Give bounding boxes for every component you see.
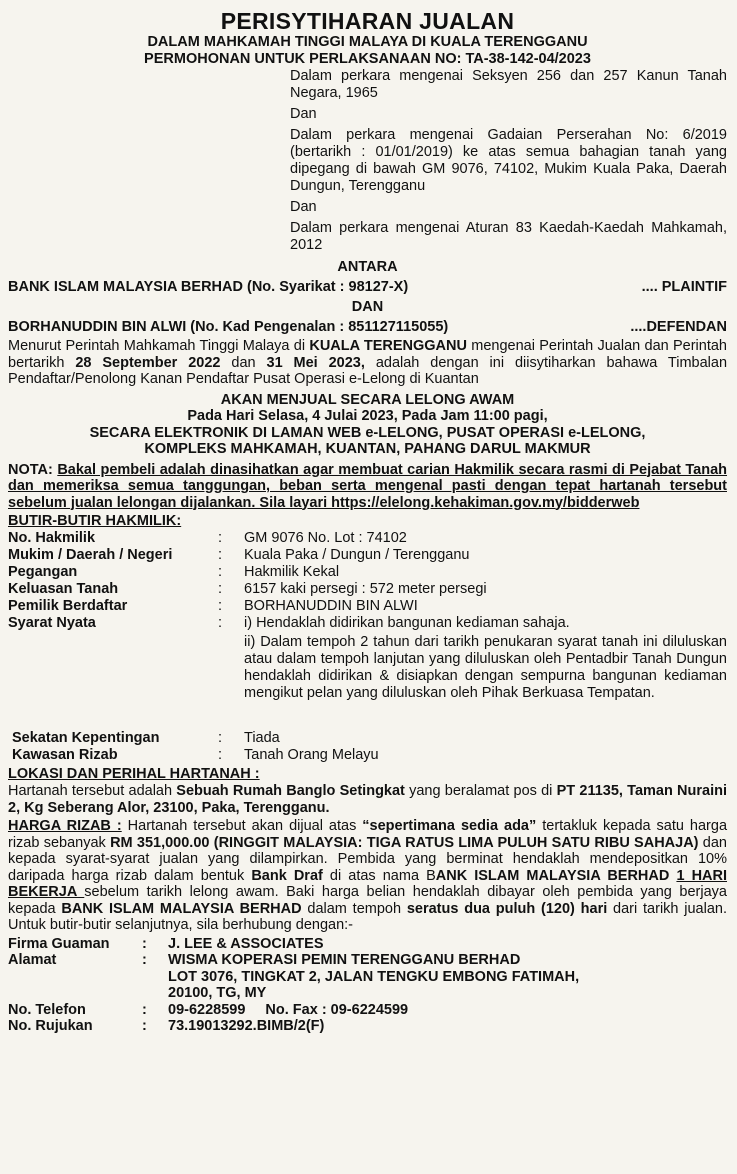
- row-value: Kuala Paka / Dungun / Terengganu: [244, 547, 470, 563]
- defendant-row: [8, 318, 727, 336]
- law-firm-contact: [8, 936, 727, 1035]
- row-colon: :: [218, 747, 223, 763]
- location-heading: LOKASI DAN PERIHAL HARTANAH :: [8, 766, 260, 782]
- phone-number: 09-6228599: [168, 1001, 246, 1018]
- matter-3: Dalam perkara mengenai Aturan 83 Kaedah-Kaedah Mahkamah, 2012: [290, 220, 727, 253]
- location-paragraph: [8, 783, 727, 816]
- defendant-role: ....DEFENDAN: [630, 319, 727, 335]
- nota-label: NOTA:: [8, 461, 53, 478]
- phone-fax: [168, 1002, 727, 1019]
- condition-1: i) Hendaklah didirikan bangunan kediaman sahaja.: [244, 615, 570, 631]
- document-title: PERISYTIHARAN JUALAN: [220, 8, 515, 34]
- row-colon: :: [142, 1018, 147, 1034]
- row-label: Pegangan: [8, 564, 78, 580]
- table-row: [8, 581, 727, 598]
- row-value: Tanah Orang Melayu: [244, 747, 379, 763]
- auction-line-3: SECARA ELEKTRONIK DI LAMAN WEB e-LELONG, PUSAT OPERASI e-LELONG,: [89, 424, 646, 441]
- title-details-table: [8, 530, 727, 764]
- reserve-text-4: di atas nama B: [322, 867, 436, 884]
- matter-2: Dalam perkara mengenai Gadaian Perserahan No: 6/2019 (bertarikh : 01/01/2019) ke atas semua bahagian tanah yang dipegang di bawah GM 9076, 74102, Mukim Kuala Paka, Daerah Dungun, Terengganu: [290, 127, 727, 194]
- auction-line-4: KOMPLEKS MAHKAMAH, KUANTAN, PAHANG DARUL MAKMUR: [144, 441, 591, 457]
- order-text-1: Menurut Perintah Mahkamah Tinggi Malaya di: [8, 338, 310, 354]
- table-row: [8, 615, 727, 704]
- and-2: Dan: [290, 199, 317, 215]
- row-label: Pemilik Berdaftar: [8, 598, 128, 614]
- location-text-1: Hartanah tersebut adalah: [8, 783, 177, 799]
- nota-text: Bakal pembeli adalah dinasihatkan agar membuat carian Hakmilik secara rasmi di Pejabat Tanah dan memeriksa semua tanggungan, beban serta mengenal pasti dengan tepat hartanah tersebut sebelum jualan lelongan dijalankan. Sila layari https://elelong.kehakiman.gov.my/bidderweb: [8, 461, 728, 511]
- reserve-text-3: dan kepada syarat-syarat jualan yang dilampirkan. Pembida yang berminat hendaklah mendepositkan 10% daripada harga rizab dalam bentuk: [8, 834, 727, 884]
- address-line-2: LOT 3076, TINGKAT 2, JALAN TENGKU EMBONG FATIMAH,: [168, 968, 580, 985]
- row-value: BORHANUDDIN BIN ALWI: [244, 598, 418, 614]
- reference-number: 73.19013292.BIMB/2(F): [168, 1018, 325, 1034]
- property-type: Sebuah Rumah Banglo Setingkat: [176, 783, 405, 799]
- row-colon: :: [142, 1001, 147, 1018]
- row-colon: :: [218, 530, 223, 546]
- reserve-text-6: dalam tempoh: [301, 900, 407, 917]
- reference-label: No. Rujukan: [8, 1018, 93, 1034]
- order-text-4: adalah dengan ini diisytiharkan bahawa Timbalan Pendaftar/Penolong Kanan Pendaftar Pusat Operasi e-Lelong di Kuantan: [8, 354, 728, 387]
- plaintiff-row: [8, 278, 727, 296]
- location-text-2: yang beralamat pos di: [404, 783, 557, 799]
- title-details-heading: BUTIR-BUTIR HAKMILIK:: [8, 513, 182, 529]
- firm-label: Firma Guaman: [8, 935, 110, 952]
- plaintiff-name: BANK ISLAM MALAYSIA BERHAD (No. Syarikat : 98127-X): [8, 279, 409, 295]
- reserve-text-7: dari tarikh jualan. Untuk butir-butir selanjutnya, sila berhubung dengan:-: [8, 900, 727, 933]
- between-label: ANTARA: [337, 259, 398, 275]
- table-row: [8, 747, 727, 764]
- express-conditions: [244, 615, 727, 704]
- auction-announcement: [8, 392, 727, 458]
- order-date-1: 28 September 2022: [75, 354, 221, 371]
- phone-label: No. Telefon: [8, 1001, 86, 1018]
- reserve-price: RM 351,000.00 (RINGGIT MALAYSIA: TIGA RATUS LIMA PULUH SATU RIBU SAHAJA): [110, 834, 699, 851]
- bank-name: ANK ISLAM MALAYSIA BERHAD: [435, 867, 670, 884]
- row-value: 6157 kaki persegi : 572 meter persegi: [244, 581, 487, 597]
- row-value: Tiada: [244, 730, 280, 746]
- reserve-price-paragraph: [8, 818, 727, 934]
- row-label: No. Hakmilik: [8, 530, 96, 546]
- as-is-clause: “sepertimana sedia ada”: [362, 818, 537, 834]
- address-label: Alamat: [8, 952, 57, 968]
- table-row: [8, 547, 727, 564]
- reserve-heading: HARGA RIZAB :: [8, 818, 122, 834]
- application-number: PERMOHONAN UNTUK PERLAKSANAAN NO: TA-38-142-04/2023: [144, 51, 591, 67]
- property-address: PT 21135, Taman Nuraini 2, Kg Seberang Alor, 23100, Paka, Terengganu.: [8, 783, 728, 816]
- table-row: [8, 1002, 727, 1019]
- order-date-2: 31 Mei 2023,: [266, 354, 365, 371]
- row-colon: :: [218, 564, 223, 580]
- court-location: KUALA TERENGGANU: [309, 338, 467, 354]
- firm-address: [168, 952, 727, 1002]
- table-row: [8, 730, 727, 747]
- nota-paragraph: [8, 462, 727, 512]
- row-colon: :: [142, 935, 147, 952]
- condition-2: ii) Dalam tempoh 2 tahun dari tarikh penukaran syarat tanah ini diluluskan atau dalam tempoh lanjutan yang diluluskan oleh Pentadbir Tanah Dungun hendaklah didirikan & disiapkan dengan sempurna bangunan kediaman mengikut pelan yang diluluskan oleh Pihak Berkuasa Tempatan.: [244, 634, 727, 701]
- reserve-text-2: tertakluk kepada satu harga rizab sebanyak: [8, 818, 728, 851]
- table-row: [8, 530, 727, 547]
- payment-period: seratus dua puluh (120) hari: [406, 900, 608, 917]
- row-colon: :: [218, 547, 223, 563]
- reserve-text-1: Hartanah tersebut akan dijual atas: [121, 818, 363, 834]
- plaintiff-role: .... PLAINTIF: [641, 279, 727, 295]
- court-name: DALAM MAHKAMAH TINGGI MALAYA DI KUALA TERENGGANU: [147, 34, 588, 50]
- row-value: Hakmilik Kekal: [244, 564, 340, 580]
- row-label: Mukim / Daerah / Negeri: [8, 547, 173, 563]
- bank-draft-label: Bank Draf: [251, 867, 323, 884]
- row-colon: :: [142, 952, 147, 968]
- order-paragraph: [8, 338, 727, 388]
- address-line-3: 20100, TG, MY: [168, 985, 267, 1001]
- auction-line-2: Pada Hari Selasa, 4 Julai 2023, Pada Jam 11:00 pagi,: [187, 408, 548, 424]
- row-colon: :: [218, 598, 223, 614]
- address-line-1: WISMA KOPERASI PEMIN TERENGGANU BERHAD: [168, 952, 521, 968]
- row-colon: :: [218, 581, 223, 597]
- table-row: [8, 598, 727, 615]
- row-colon: :: [218, 615, 223, 631]
- table-row: [8, 564, 727, 581]
- bank-name-2: BANK ISLAM MALAYSIA BERHAD: [61, 900, 302, 917]
- row-label: Sekatan Kepentingan: [12, 730, 160, 746]
- table-row: [8, 952, 727, 1002]
- row-label: Kawasan Rizab: [12, 747, 118, 763]
- reserve-text-5: sebelum tarikh lelong awam. Baki harga belian hendaklah dibayar oleh pembida yang berjaya kepada: [8, 884, 727, 917]
- order-text-2: mengenai Perintah Jualan dan Perintah bertarikh: [8, 338, 727, 371]
- matter-1: Dalam perkara mengenai Seksyen 256 dan 257 Kanun Tanah Negara, 1965: [290, 68, 727, 101]
- deposit-deadline: 1 HARI BEKERJA: [8, 867, 728, 900]
- table-row: [8, 936, 727, 953]
- matters-block: [290, 68, 727, 254]
- row-label: Keluasan Tanah: [8, 581, 119, 597]
- row-colon: :: [218, 730, 223, 746]
- fax-number: No. Fax : 09-6224599: [265, 1001, 409, 1018]
- row-label: Syarat Nyata: [8, 615, 96, 631]
- table-row: [8, 1018, 727, 1035]
- and-label: DAN: [351, 299, 384, 315]
- defendant-name: BORHANUDDIN BIN ALWI (No. Kad Pengenalan : 851127115055): [8, 319, 449, 335]
- auction-line-1: AKAN MENJUAL SECARA LELONG AWAM: [220, 391, 515, 408]
- firm-name: J. LEE & ASSOCIATES: [168, 935, 324, 952]
- order-text-3: dan: [220, 354, 267, 371]
- and-1: Dan: [290, 106, 317, 122]
- row-value: GM 9076 No. Lot : 74102: [244, 530, 407, 546]
